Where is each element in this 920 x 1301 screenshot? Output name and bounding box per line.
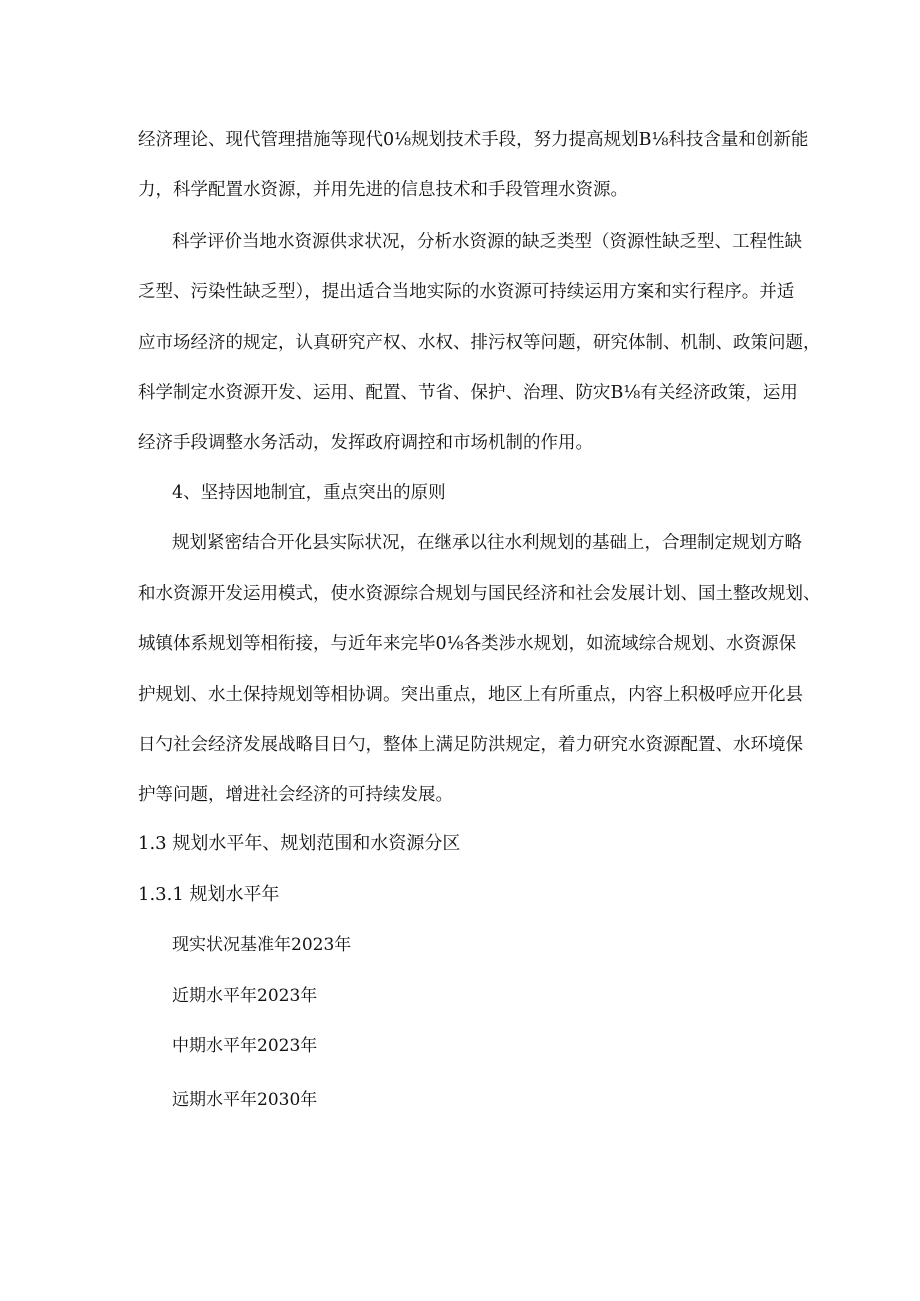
paragraph3-line-4: 护规划、水土保持规划等相协调。突出重点，地区上有所重点，内容上积极呼应开化县 — [138, 685, 803, 705]
paragraph2-line-1: 科学评价当地水资源供求状况，分析水资源的缺乏类型（资源性缺乏型、工程性缺 — [172, 232, 802, 252]
paragraph2-line-2: 乏型、污染性缺乏型），提出适合当地实际的水资源可持续运用方案和实行程序。并适 — [138, 282, 795, 302]
principle-4-heading: 4、坚持因地制宜，重点突出的原则 — [172, 483, 446, 503]
paragraph1-line-2: 力，科学配置水资源，并用先进的信息技术和手段管理水资源。 — [138, 180, 628, 200]
paragraph1-line-1: 经济理论、现代管理措施等现代0⅛规划技术手段，努力提高规划B⅛科技含量和创新能 — [138, 130, 809, 150]
paragraph3-line-3: 城镇体系规划等相衔接，与近年来完毕0⅛各类涉水规划，如流域综合规划、水资源保 — [138, 634, 797, 654]
list-item-near-term-year: 近期水平年2023年 — [172, 986, 318, 1006]
list-item-long-term-year: 远期水平年2030年 — [172, 1090, 318, 1110]
paragraph2-line-5: 经济手段调整水务活动，发挥政府调控和市场机制的作用。 — [138, 433, 593, 453]
paragraph3-line-6: 护等问题，增进社会经济的可持续发展。 — [138, 785, 453, 805]
list-item-mid-term-year: 中期水平年2023年 — [172, 1036, 318, 1056]
list-item-baseline-year: 现实状况基准年2023年 — [172, 935, 352, 955]
paragraph3-line-1: 规划紧密结合开化县实际状况，在继承以往水利规划的基础上，合理制定规划方略 — [172, 533, 802, 553]
paragraph2-line-3: 应市场经济的规定，认真研究产权、水权、排污权等问题，研究体制、机制、政策问题， — [138, 333, 821, 353]
paragraph3-line-2: 和水资源开发运用模式，使水资源综合规划与国民经济和社会发展计划、国土整改规划、 — [138, 584, 821, 604]
section-1-3-1-heading: 1.3.1 规划水平年 — [138, 884, 280, 905]
paragraph2-line-4: 科学制定水资源开发、运用、配置、节省、保护、治理、防灾B⅛有关经济政策，运用 — [138, 383, 798, 403]
paragraph3-line-5: 日勺社会经济发展战略目日勺，整体上满足防洪规定，着力研究水资源配置、水环境保 — [138, 735, 803, 755]
section-1-3-heading: 1.3 规划水平年、规划范围和水资源分区 — [138, 833, 461, 854]
